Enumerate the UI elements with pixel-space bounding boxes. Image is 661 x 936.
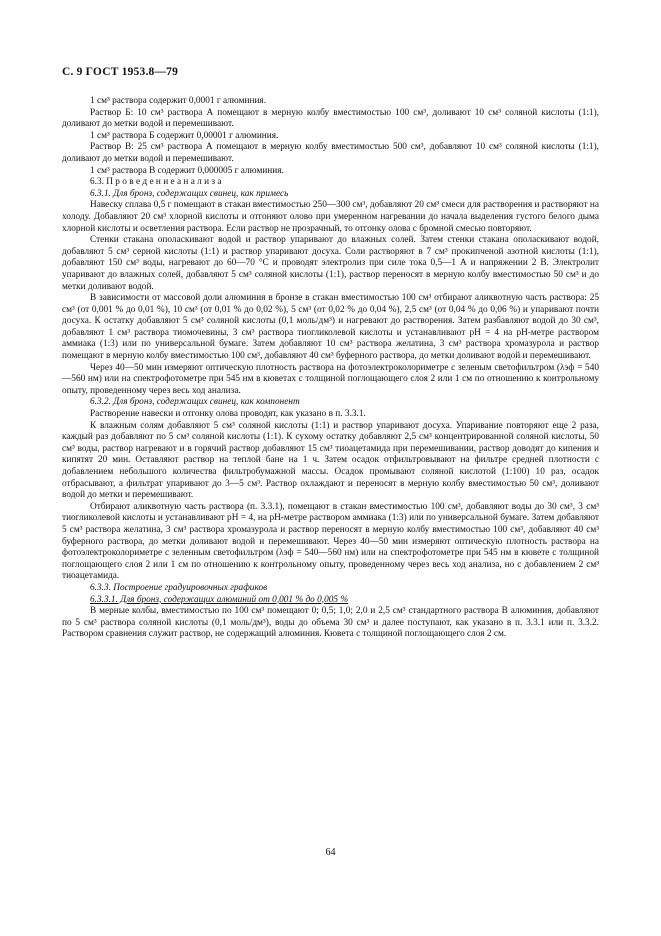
subsection-heading: 6.3.3. Построение градуировочных графиков — [90, 582, 268, 593]
underlined-heading-text: 6.3.3.1. Для бронз, содержащих алюминий от 0,001 % до 0,005 % — [90, 594, 349, 605]
document-body — [62, 96, 599, 641]
paragraph: Раствор Б: 10 см³ раствора А помещают в мерную колбу вместимостью 100 см³, доливают 10 см³ соляной кислоты (1:1), доливают до метки водой и перемешивают. — [62, 107, 599, 130]
page-number: 64 — [325, 847, 336, 858]
page-header: С. 9 ГОСТ 1953.8—79 — [62, 66, 179, 78]
paragraph: Через 40—50 мин измеряют оптическую плотность раствора на фотоэлектроколориметре с зеленым светофильтром (λэф = 540—560 нм) или на спектрофотометре при 545 нм в кюветах с толщиной поглощающего слоя 2 или 1 см по отношению к контрольному опыту, проведенному через весь ход анализа. — [62, 362, 599, 396]
subsection-heading — [62, 595, 599, 607]
paragraph: В мерные колбы, вместимостью по 100 см³ помещают 0; 0,5; 1,0; 2,0 и 2,5 см³ стандартного раствора В алюминия, добавляют по 5 см³ раствора соляной кислоты (0,1 моль/дм³), воды до объема 30 см³ и далее поступают, как указано в п. 3.3.1 или п. 3.3.2. Раствором сравнения служит раствор, не содержащий алюминия. Кювета с толщиной поглощающего слоя 2 см. — [62, 606, 599, 640]
paragraph: Отбирают аликвотную часть раствора (п. 3.3.1), помещают в стакан вместимостью 100 см³, добавляют воды до 30 см³, 3 см³ тиогликолевой кислоты и устанавливают рН = 4, на рН-метре раствором аммиака (1:3) или по универсальной бумаге. Затем добавляют 5 см³ раствора желатина, 3 см³ раствора хромазурола и раствор переносят в мерную колбу вместимостью 100 см³, добавляют 40 см³ буферного раствора, до метки доливают водой и перемешивают. Через 40—50 мин измеряют оптическую плотность раствора на фотоэлектроколориметре с зеленным светофильтром (λэф = 540—560 нм) или на спектрофотометре при 545 нм в кювете с толщиной поглощающего слоя 2 или 1 см по отношению к контрольному опыту, проведенному через весь ход анализа, но с добавлением 2 см³ тиоацетамида. — [62, 501, 599, 582]
paragraph: Раствор В: 25 см³ раствора А помещают в мерную колбу вместимостью 500 см³, добавляют 10 см³ соляной кислоты (1:1), доливают до метки водой и перемешивают. — [62, 142, 599, 164]
paragraph: Стенки стакана ополаскивают водой и раствор упаривают до влажных солей. Затем стенки стакана ополаскивают водой, добавляют 5 см³ серной кислоты (1:1) и раствор упаривают досуха. Соли растворяют в 7 см³ прокипченой азотной кислоты (1:1), добавляют 150 см³ воды, нагревают до 60—70 °С и проводят электролиз при силе тока 0,5—1 А и напряжении 2 В. Электролит упаривают до влажных солей, добавляют 5 см³ соляной кислоты (1:1), раствор переносят в мерную колбу вместимостью 50 см³ и до метки доливают водой. — [62, 235, 599, 292]
subsection-heading: 6.3.2. Для бронз, содержащих свинец, как компонент — [90, 397, 300, 408]
paragraph: 1 см³ раствора содержит 0,0001 г алюминия. — [90, 96, 267, 106]
paragraph: В зависимости от массовой доли алюминия в бронзе в стакан вместимостью 100 см³ отбирают аликвотную часть раствора: 25 см³ (от 0,001 % до 0,01 %), 10 см³ (от 0,01 % до 0,02 %), 5 см³ (от 0,02 % до 0,04 %), 2,5 см³ (от 0,04 % до 0,06 %) и упаривают почти досуха. К остатку добавляют 5 см³ соляной кислоты (0,1 моль/дм³) и нагревают до растворения. Затем разбавляют водой до 30 см³, добавляют 1 см³ раствора тиомочевины, 3 см³ раствора тиогликолевой кислоты и устанавливают рН = 4 на рН-метре раствором аммиака (1:3) или по универсальной бумаге. Затем добавляют 10 см³ раствора желатина, 3 см³ раствора хромазурола и раствор помещают в мерную колбу вместимостью 100 см³, добавляют 40 см³ буферного раствора, до метки доливают водой и перемешивают. — [62, 293, 599, 362]
paragraph: К влажным солям добавляют 5 см³ соляной кислоты (1:1) и раствор упаривают досуха. Упаривание повторяют еще 2 раза, каждый раз добавляют по 5 см³ соляной кислоты (1:1). К сухому остатку добавляют 2,5 см³ концентрированной соляной кислоты, 50 см³ воды, раствор нагревают и в горячий раствор добавляют 15 см³ тиоацетамида при перемешивании, раствор доводят до кипения и кипятят 20 мин. Оставляют раствор на теплой бане на 1 ч. Затем осадок отфильтровывают на фильтре средней плотности с добавлением небольшого количества фильтробумажной массы. Осадок промывают соляной кислотой (1:100) 10 раз, осадок отбрасывают, а фильтрат упаривают до 3—5 см³. Раствор охлаждают и переносят в мерную колбу вместимостью 50 см³, доливают водой до метки и перемешивают. — [62, 420, 599, 501]
section-heading: 6.3. П р о в е д е н и е а н а л и з а — [90, 177, 222, 188]
paragraph: Растворение навески и отгонку олова проводят, как указано в п. 3.3.1. — [90, 409, 366, 420]
paragraph: 1 см³ раствора Б содержит 0,00001 г алюминия. — [90, 130, 279, 141]
subsection-heading: 6.3.1. Для бронз, содержащих свинец, как примесь — [90, 188, 289, 199]
paragraph: Навеску сплава 0,5 г помещают в стакан вместимостью 250—300 см³, добавляют 20 см³ смеси для растворения и растворяют на холоду. Добавляют 20 см³ хлорной кислоты и отгоняют олово при умеренном нагревании до начала выделения густого белого дыма хлорной кислоты и осветления раствора. Если раствор не прозрачный, то отгонку олова с бромной смесью повторяют. — [62, 200, 599, 234]
paragraph: 1 см³ раствора В содержит 0,000005 г алюминия. — [90, 165, 284, 176]
